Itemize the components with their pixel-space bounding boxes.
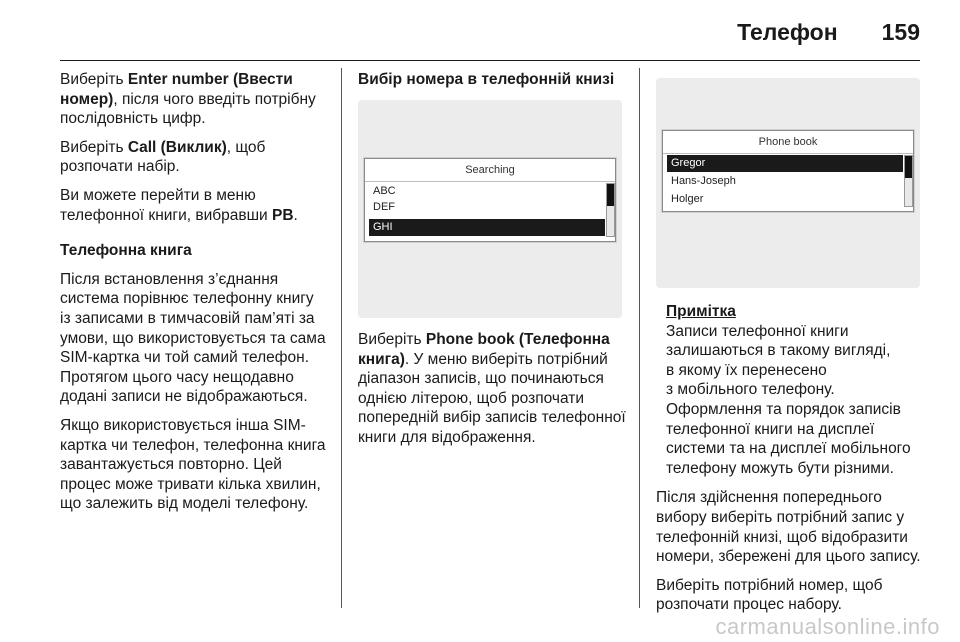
page-number: 159 <box>881 18 920 45</box>
column-left <box>60 70 328 523</box>
note-line: телефону можуть бути різними. <box>666 459 894 477</box>
list-item: ABC <box>373 185 396 197</box>
phonebook-label: Phone book (Телефонна книга) <box>358 331 610 368</box>
note-line: з мобільного телефону. <box>666 381 835 399</box>
column-divider <box>341 68 342 608</box>
list-item-selected: Gregor <box>667 155 903 172</box>
note-line: залишаються в такому вигляді, <box>666 342 891 360</box>
section-heading-phonebook: Телефонна книга <box>60 242 192 260</box>
list-item-selected: GHI <box>369 219 605 236</box>
paragraph-sync: Після встановлення з’єднання система порівнює телефонну книгу із записами в тимчасовій пам’яті за умови, що використовується та сама SIM-картка чи той самий телефон. Протягом цього часу нещодавно додані записи не відображаються. <box>60 270 326 406</box>
phonebook-panel-title: Phone book <box>663 131 913 154</box>
column-divider <box>639 68 640 608</box>
note-line: в якому їх перенесено <box>666 361 827 379</box>
searching-panel <box>364 158 616 242</box>
call-label: Call (Виклик) <box>127 138 227 156</box>
note-box <box>656 302 924 478</box>
paragraph-phonebook: Виберіть Phone book (Телефонна книга). У меню виберіть потрібний діапазон записів, що починаються однією літерою, щоб розпочати попередній вибір записів телефонної книги для відображення. <box>358 331 626 446</box>
list-item: DEF <box>373 201 395 213</box>
enter-number-label: Enter number (Ввести номер) <box>60 71 293 108</box>
searching-panel-title: Searching <box>365 159 615 182</box>
watermark-text: carmanualsonline.info <box>715 614 940 639</box>
scrollbar-thumb <box>905 156 912 178</box>
scrollbar <box>904 155 913 207</box>
paragraph-call: Виберіть Call (Виклик), щоб розпочати набір. <box>60 138 266 176</box>
section-heading-select-number: Вибір номера в телефонній книзі <box>358 71 615 88</box>
list-item: Holger <box>671 193 704 205</box>
paragraph-dial: Виберіть потрібний номер, щоб розпочати процес набору. <box>656 576 883 614</box>
page-title: Телефон <box>737 18 838 45</box>
list-item: Hans-Joseph <box>671 175 736 187</box>
scrollbar-thumb <box>607 184 614 206</box>
page-header <box>60 14 920 50</box>
paragraph-enter-number: Виберіть Enter number (Ввести номер), після чого введіть потрібну послідовність цифр. <box>60 71 316 128</box>
paragraph-select-entry: Після здійснення попереднього вибору виберіть потрібний запис у телефонній книзі, щоб відобразити номери, збережені для цього запису. <box>656 489 921 566</box>
scrollbar <box>606 183 615 237</box>
screen-image-searching <box>358 100 622 318</box>
column-middle <box>358 70 628 99</box>
note-line: системи та на дисплеї мобільного <box>666 440 911 458</box>
paragraph-reload: Якщо використовується інша SIM-картка чи телефон, телефонна книга завантажується повторно. Цей процес може тривати кілька хвилин, що залежить від моделі телефону. <box>60 416 326 513</box>
note-line: телефонної книги на дисплеї <box>666 420 875 438</box>
header-rule <box>60 60 920 61</box>
note-line: Оформлення та порядок записів <box>666 400 901 418</box>
paragraph-pb: Ви можете перейти в меню телефонної книги, вибравши PB. <box>60 186 298 224</box>
screen-image-phonebook <box>656 78 920 288</box>
note-title: Примітка <box>666 303 736 320</box>
column-middle-text <box>358 330 628 457</box>
note-line: Записи телефонної книги <box>666 322 849 340</box>
pb-label: PB <box>272 206 294 224</box>
column-right-text <box>656 302 924 624</box>
phonebook-panel <box>662 130 914 212</box>
